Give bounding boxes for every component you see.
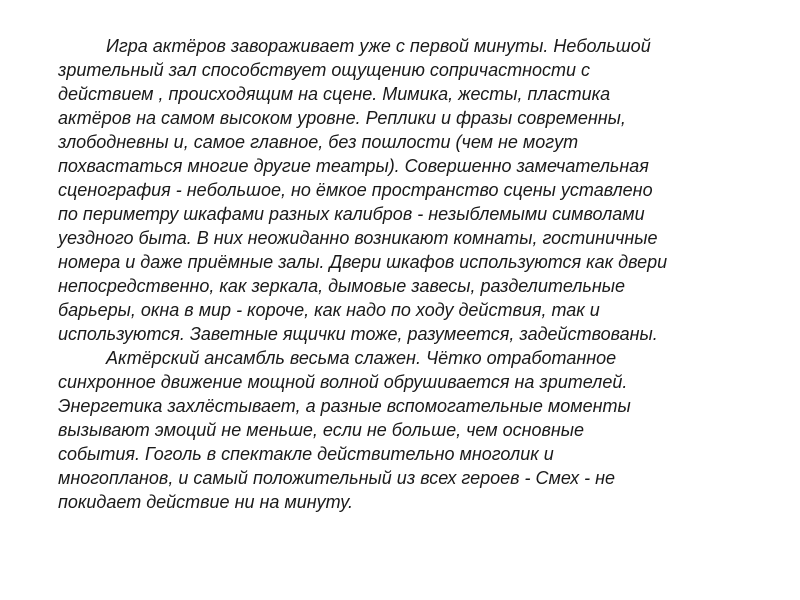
text-line: многопланов, и самый положительный из всех героев - Смех - не [58, 468, 615, 488]
text-line: Актёрский ансамбль весьма слажен. Чётко отработанное [106, 348, 617, 368]
text-line: злободневны и, самое главное, без пошлости (чем не могут [58, 132, 579, 152]
text-line: синхронное движение мощной волной обрушивается на зрителей. [58, 372, 628, 392]
paragraph-2 [58, 346, 764, 514]
text-line: номера и даже приёмные залы. Двери шкафов используются как двери [58, 252, 668, 272]
text-line: по периметру шкафами разных калибров - незыблемыми символами [58, 204, 645, 224]
text-line: актёров на самом высоком уровне. Реплики и фразы современны, [58, 108, 626, 128]
text-line: покидает действие ни на минуту. [58, 492, 354, 512]
text-line: сценография - небольшое, но ёмкое пространство сцены уставлено [58, 180, 653, 200]
text-line: уездного быта. В них неожиданно возникают комнаты, гостиничные [58, 228, 658, 248]
text-line: непосредственно, как зеркала, дымовые завесы, разделительные [58, 276, 626, 296]
text-line: похвастаться многие другие театры). Совершенно замечательная [58, 156, 649, 176]
text-line: вызывают эмоций не меньше, если не больше, чем основные [58, 420, 585, 440]
text-line: Игра актёров завораживает уже с первой минуты. Небольшой [106, 36, 651, 56]
paragraph-1 [58, 34, 764, 346]
text-line: Энергетика захлёстывает, а разные вспомогательные моменты [58, 396, 631, 416]
text-line: события. Гоголь в спектакле действительно многолик и [58, 444, 554, 464]
text-line: барьеры, окна в мир - короче, как надо по ходу действия, так и [58, 300, 600, 320]
text-line: используются. Заветные ящички тоже, разумеется, задействованы. [58, 324, 658, 344]
text-line: зрительный зал способствует ощущению сопричастности с [58, 60, 591, 80]
text-line: действием , происходящим на сцене. Мимика, жесты, пластика [58, 84, 611, 104]
